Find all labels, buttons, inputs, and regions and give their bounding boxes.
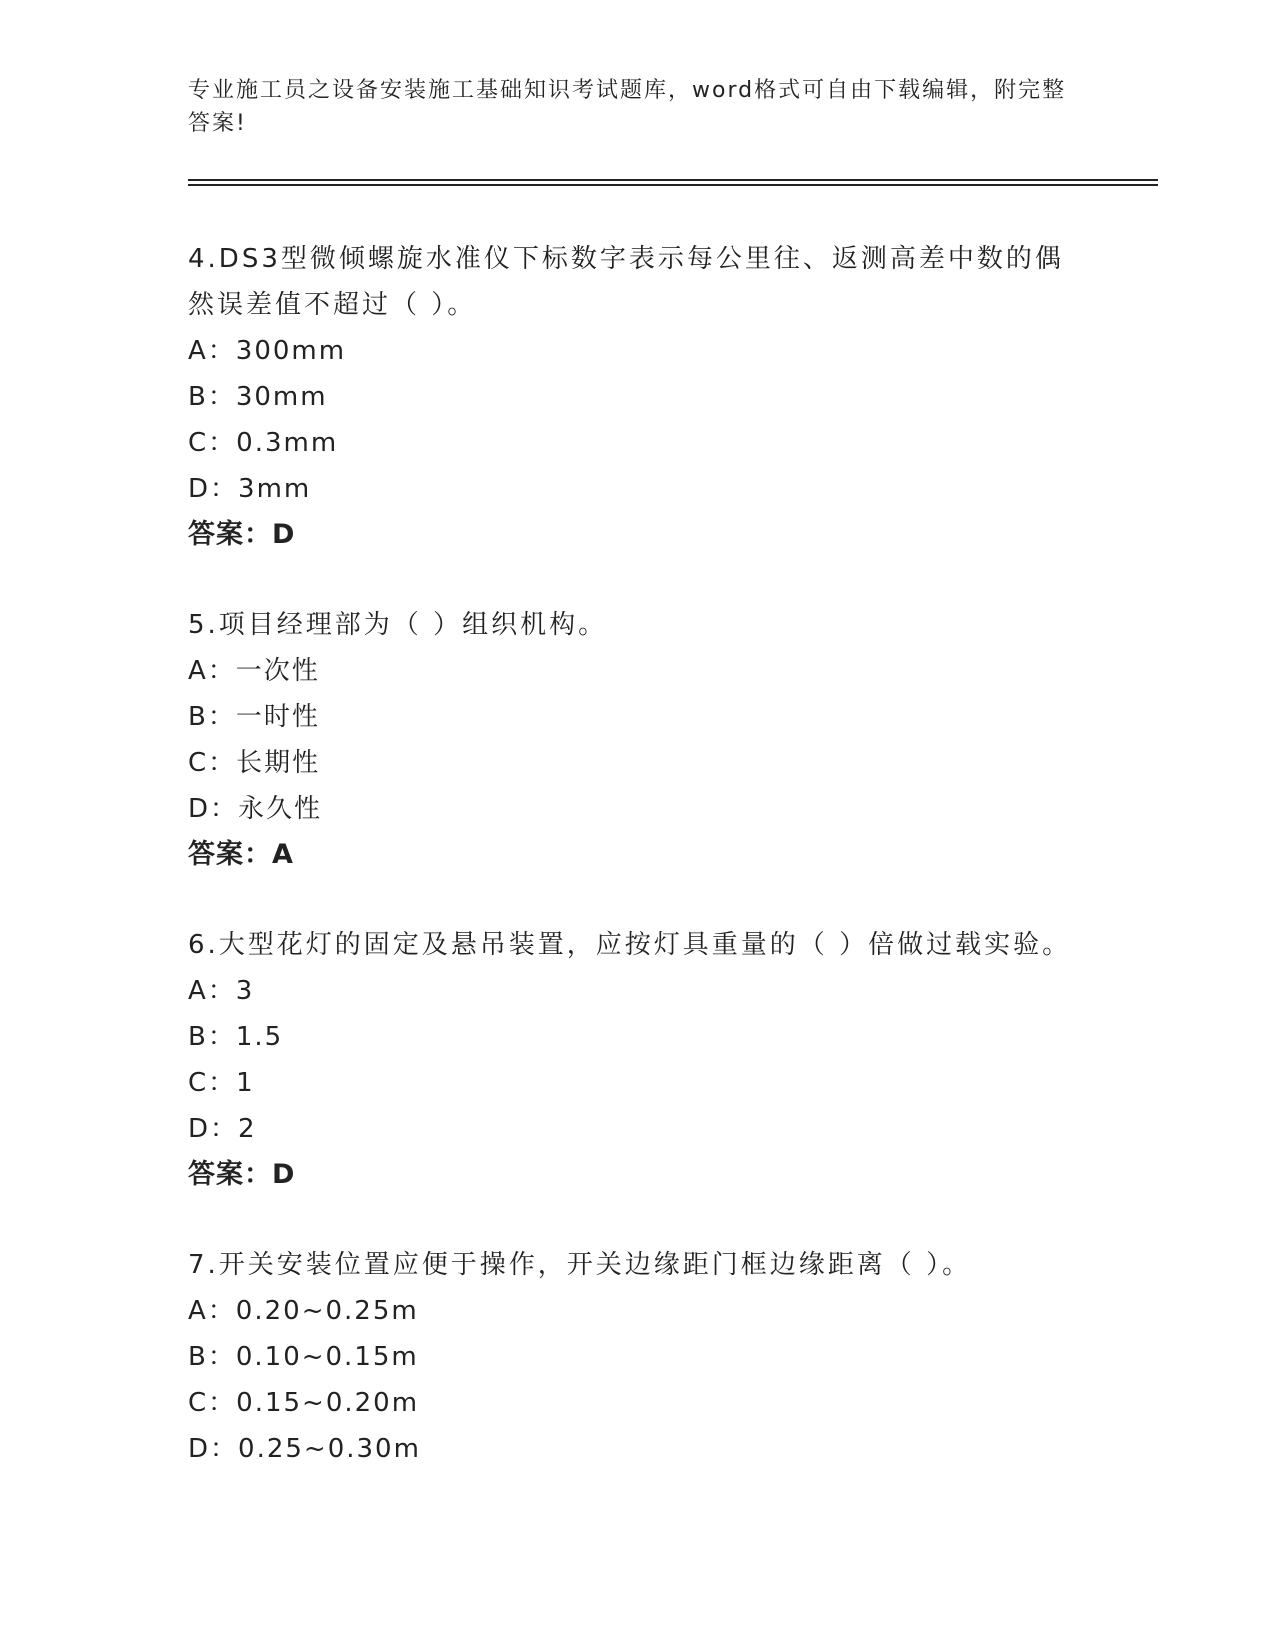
option-text: 3 [235,976,255,1006]
option-a [188,1288,1088,1334]
question-7 [188,1242,1088,1472]
option-b [188,374,1088,420]
option-key: A： [188,336,236,366]
option-text: 300mm [235,336,347,366]
option-key: B： [188,382,236,412]
option-key: A： [188,976,236,1006]
answer-line: 答案：D [188,519,296,550]
option-b [188,694,1088,740]
option-a [188,648,1088,694]
header-text: 专业施工员之设备安装施工基础知识考试题库，word格式可自由下载编辑，附完整答案! [188,78,1067,136]
option-key: B： [188,1022,236,1052]
option-text: 1.5 [235,1022,284,1052]
option-a [188,328,1088,374]
option-text: 0.25~0.30m [238,1434,421,1464]
option-b [188,1334,1088,1380]
option-key: C： [188,748,237,778]
option-key: D： [188,474,239,504]
answer-line: 答案：D [188,1159,296,1190]
option-key: D： [188,794,239,824]
header-divider-top [188,179,1158,181]
question-stem: 6.大型花灯的固定及悬吊装置，应按灯具重量的（ ）倍做过载实验。 [188,930,1072,960]
option-a [188,968,1088,1014]
option-key: B： [188,702,236,732]
option-text: 长期性 [236,748,321,778]
option-text: 1 [236,1068,255,1098]
option-c [188,1060,1088,1106]
option-c [188,740,1088,786]
option-b [188,1014,1088,1060]
option-text: 0.15~0.20m [236,1388,420,1418]
question-stem: 4.DS3型微倾螺旋水准仪下标数字表示每公里往、返测高差中数的偶然误差值不超过（ ）。 [188,244,1064,320]
document-header [188,74,1068,140]
question-stem: 7.开关安装位置应便于操作，开关边缘距门框边缘距离（ ）。 [188,1250,972,1280]
option-text: 0.10~0.15m [235,1342,419,1372]
option-d [188,466,1088,512]
option-key: C： [188,1388,237,1418]
option-d [188,1426,1088,1472]
option-text: 2 [238,1114,257,1144]
option-text: 一时性 [235,702,320,732]
question-5 [188,602,1088,878]
option-d [188,786,1088,832]
question-6 [188,922,1088,1198]
option-text: 0.3mm [236,428,339,458]
option-text: 3mm [238,474,312,504]
option-c [188,420,1088,466]
option-key: C： [188,428,237,458]
option-d [188,1106,1088,1152]
option-key: C： [188,1068,237,1098]
question-4 [188,236,1088,558]
option-text: 0.20~0.25m [235,1296,419,1326]
option-key: B： [188,1342,236,1372]
option-key: A： [188,1296,236,1326]
option-text: 一次性 [235,656,320,686]
question-list [188,236,1088,1516]
option-c [188,1380,1088,1426]
option-key: A： [188,656,236,686]
option-key: D： [188,1434,239,1464]
answer-line: 答案：A [188,839,294,870]
header-divider-bottom [188,184,1158,186]
option-text: 30mm [235,382,328,412]
option-text: 永久性 [238,794,323,824]
question-stem: 5.项目经理部为（ ）组织机构。 [188,610,608,640]
option-key: D： [188,1114,239,1144]
